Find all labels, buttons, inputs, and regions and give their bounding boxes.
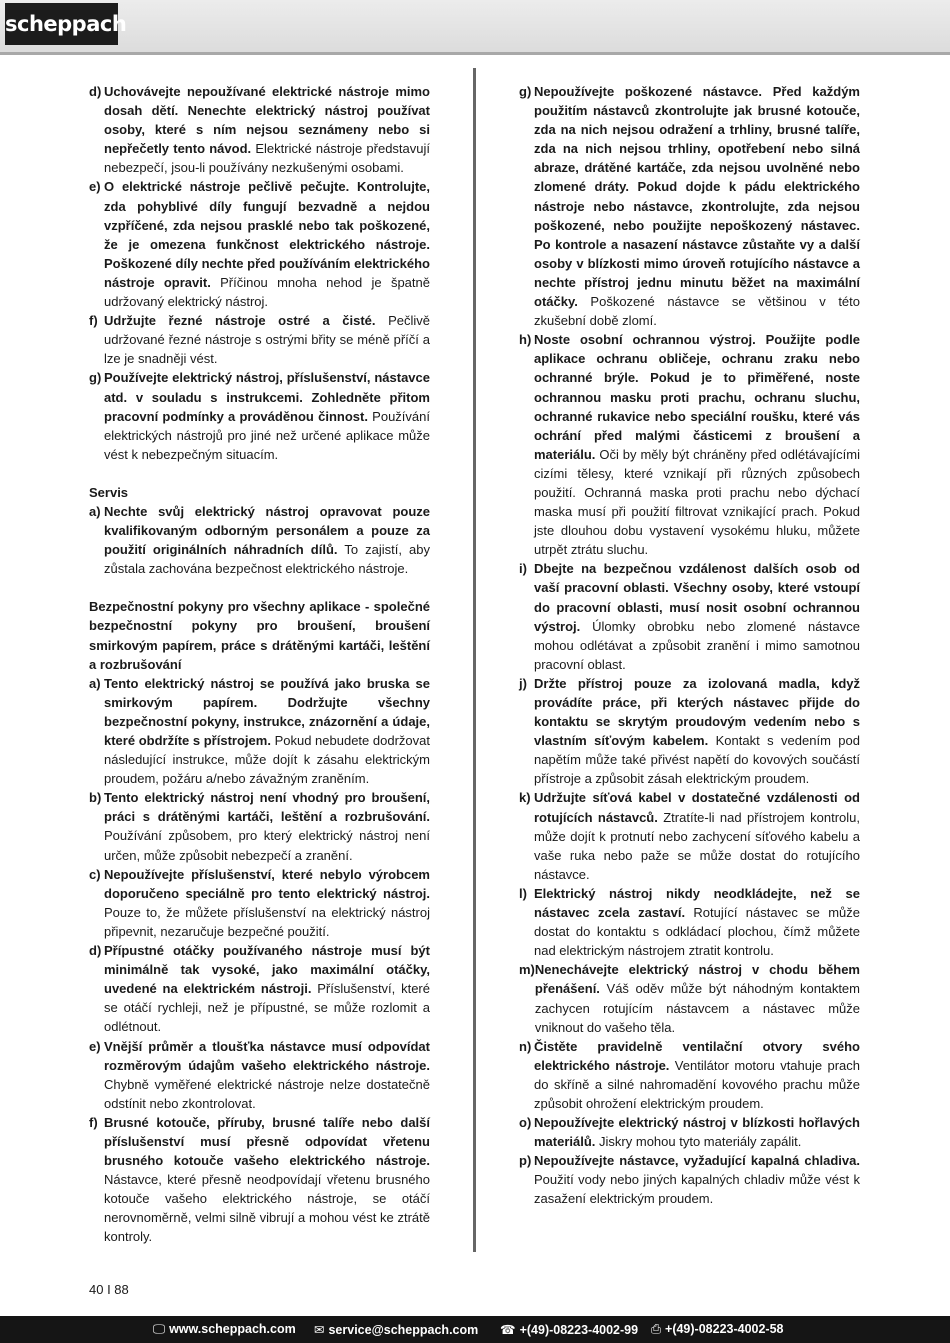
- right-list-safety: [519, 82, 860, 1209]
- list-marker: h): [519, 332, 532, 348]
- list-text-bold: Nepoužívejte elektrický nástroj v blízkosti hořlavých materiálů.: [534, 1115, 860, 1150]
- list-item: [519, 559, 860, 674]
- list-item: [89, 311, 430, 368]
- list-text-normal: Ztratíte-li nad přístrojem kontrolu, může dojít k protnutí nebo zachycení síťového kabelu a vaše ruka nebo paže se může dostat do rotujícího nástavce.: [534, 809, 860, 882]
- footer-email[interactable]: ✉ service@scheppach.com: [314, 1323, 479, 1337]
- list-text-bold: Nepoužívejte nástavce, vyžadující kapalná chladiva.: [534, 1153, 860, 1169]
- list-marker: g): [89, 370, 102, 386]
- list-text: [534, 1113, 860, 1151]
- list-marker: f): [89, 313, 98, 329]
- list-text-bold: Vnější průměr a tloušťka nástavce musí odpovídat rozměrovým údajům vašeho elektrického nástroje.: [104, 1038, 430, 1073]
- list-marker: n): [519, 1038, 532, 1054]
- list-text-normal: Příslušenství, které se otáčí rychleji, než je přípustné, se může rozlomit a odlétnout.: [104, 981, 430, 1035]
- left-list-general: [89, 82, 430, 464]
- list-item: [519, 1113, 860, 1151]
- list-text-normal: Příčinou mnoha nehod je špatně udržovaný elektrický nástroj.: [104, 274, 430, 310]
- list-marker: a): [89, 675, 101, 691]
- list-text-bold: Držte přístroj pouze za izolovaná madla, když provádíte práce, při kterých nástavec přijde do kontaktu se skrytým proudovým vedením nebo s vlastním síťovým kabelem.: [534, 675, 860, 749]
- list-marker: i): [519, 561, 527, 577]
- list-marker: d): [89, 84, 102, 99]
- list-item: [519, 960, 860, 1036]
- list-text-normal: Elektrické nástroje představují nebezpečí, jsou-li používány nezkušenými osobami.: [104, 141, 430, 176]
- list-text: [104, 82, 430, 177]
- list-item: [89, 1113, 430, 1247]
- list-text-normal: Úlomky obrobku nebo zlomené nástavce mohou odlétávat a způsobit zranění i mimo samotnou pracovní oblast.: [534, 618, 860, 672]
- footer-website[interactable]: 🖵 www.scheppach.com: [153, 1322, 296, 1336]
- list-text-normal: To zajistí, aby zůstala zachována bezpečnost elektrického nástroje.: [104, 542, 430, 577]
- list-text: [104, 941, 430, 1036]
- list-text: [534, 330, 860, 559]
- list-marker: e): [89, 1038, 101, 1054]
- servis-heading: Servis: [89, 484, 129, 500]
- list-text: [534, 1151, 860, 1208]
- list-text-bold: Tento elektrický nástroj není vhodný pro broušení, práci s drátěnými kartáči, leštění a rozbrušování.: [104, 790, 430, 825]
- list-text: [104, 311, 430, 368]
- left-column: [89, 82, 430, 1247]
- list-marker: d): [89, 943, 102, 959]
- list-marker: f): [89, 1114, 98, 1130]
- list-text: [104, 368, 430, 463]
- list-text: [104, 674, 430, 789]
- right-column: [519, 82, 860, 1209]
- list-text-bold: Udržujte síťová kabel v dostatečné vzdálenosti od rotujících nástavců.: [534, 790, 860, 825]
- footer-fax: ⎙ +(49)-08223-4002-58: [651, 1322, 784, 1336]
- list-text-bold: Nepoužívejte příslušenství, které nebylo výrobcem doporučeno speciálně pro tento elektrický nástroj.: [104, 866, 430, 901]
- list-marker: j): [519, 675, 527, 691]
- list-text-normal: Poškozené nástavce se většinou v této zkušební době zlomí.: [534, 294, 860, 329]
- list-text-bold: O elektrické nástroje pečlivě pečujte. Kontrolujte, zda pohyblivé díly fungují bezvadně a nejdou vzpříčené, zda nejsou prasklé nebo tak poškozené, že je omezena funkčnost elektrického nástroje. Poškozené díly nechte před používáním elektrického nástroje opravit.: [104, 179, 430, 290]
- list-text: [104, 502, 430, 578]
- list-text-normal: Nástavce, které přesně neodpovídají vřetenu brusného kotouče vašeho elektrického nástroje, se otáčí nerovnoměrně, velmi silně vibrují a mohou vést ke ztrátě kontroly.: [104, 1172, 430, 1245]
- list-text-bold: Noste osobní ochrannou výstroj. Použijte podle aplikace ochranu obličeje, ochranu zraku nebo ochranné brýle. Pokud je to přiměřené, noste ochrannou masku proti prachu, ochranu sluchu, ochranné rukavice nebo speciální roušku, které vás ochrání před malými částicemi z broušení a materiálu.: [534, 332, 860, 462]
- list-text-normal: Pečlivě udržované řezné nástroje s ostrými břity se méně příčí a lze je snadněji vést.: [104, 313, 430, 367]
- list-marker: b): [89, 790, 102, 806]
- list-text: [534, 559, 860, 674]
- list-item: [89, 82, 430, 177]
- section-heading: Bezpečnostní pokyny pro všechny aplikace - společné bezpečnostní pokyny pro broušení, broušení smirkovým papírem, práce s drátěnými kartáči, leštění a rozbrušování: [89, 599, 430, 672]
- list-marker: k): [519, 790, 531, 806]
- page-footer: [0, 1316, 950, 1343]
- list-marker: e): [89, 179, 101, 195]
- list-text-bold: Nenechávejte elektrický nástroj v chodu během přenášení.: [534, 962, 860, 997]
- list-marker: c): [89, 866, 101, 882]
- footer-phone: ☎ +(49)-08223-4002-99: [500, 1323, 639, 1337]
- list-item: [519, 884, 860, 960]
- list-text: [534, 1037, 860, 1113]
- list-text-bold: Dbejte na bezpečnou vzdálenost dalších osob od vaší pracovní oblasti. Všechny osoby, které vstoupí do pracovní oblasti, musí nosit osobní ochrannou výstroj.: [534, 561, 860, 634]
- computer-icon: 🖵: [153, 1322, 166, 1336]
- list-text-bold: Přípustné otáčky používaného nástroje musí být minimálně tak vysoké, jako maximální otáčky, uvedené na elektrickém nástroji.: [104, 943, 430, 997]
- list-text-normal: Pouze to, že můžete příslušenství na elektrický nástroj připevnit, nezaručuje bezpečné použití.: [104, 904, 430, 939]
- list-item: [89, 941, 430, 1036]
- list-text: [534, 674, 860, 789]
- list-item: [519, 330, 860, 559]
- column-divider: [473, 68, 476, 1252]
- list-item: [89, 177, 430, 311]
- list-text-bold: Tento elektrický nástroj se používá jako bruska se smirkovým papírem. Dodržujte všechny bezpečnostní pokyny, instrukce, znázornění a údaje, které obdržíte s přístrojem.: [104, 675, 430, 748]
- list-text-bold: Používejte elektrický nástroj, příslušenství, nástavce atd. v souladu s instrukcemi. Zohledněte přitom pracovní podmínky a prováděnou činnost.: [104, 370, 430, 424]
- list-text-normal: Oči by měly být chráněny před odlétávajícími cizími tělesy, které vznikají při různých způsobech použití. Ochranná maska proti prachu nebo dýchací maska musí při použití filtrovat vznikající prach. Pokud jste dlouhou dobu vystavení vysokému hluku, můžete utrpět ztrátu sluchu.: [534, 446, 860, 558]
- list-marker: l): [519, 885, 527, 901]
- phone-icon: ☎: [500, 1323, 516, 1337]
- list-item: [519, 788, 860, 883]
- list-text-normal: Používání elektrických nástrojů pro jiné než určené aplikace může vést k nebezpečným situacím.: [104, 408, 430, 462]
- list-text-bold: Udržujte řezné nástroje ostré a čisté.: [104, 313, 376, 329]
- list-text-normal: Použití vody nebo jiných kapalných chladiv může vést k zasažení elektrickým proudem.: [534, 1172, 860, 1207]
- list-text: [534, 788, 860, 883]
- list-marker: g): [519, 84, 532, 99]
- list-item: [89, 502, 430, 578]
- list-item: [519, 1037, 860, 1113]
- list-item: [519, 1151, 860, 1208]
- list-text-bold: Uchovávejte nepoužívané elektrické nástroje mimo dosah dětí. Nenechte elektrický nástroj používat osoby, které s ním nejsou seznámeny nebo si nepřečetly tento návod.: [104, 84, 430, 157]
- list-item: [89, 865, 430, 941]
- list-text-bold: Nechte svůj elektrický nástroj opravovat pouze kvalifikovaným odborným personálem a pouze za použití originálních náhradních dílů.: [104, 503, 430, 558]
- fax-icon: ⎙: [651, 1322, 662, 1336]
- list-item: [89, 674, 430, 789]
- list-marker: a): [89, 503, 101, 519]
- list-item: [519, 674, 860, 789]
- list-text: [104, 1037, 430, 1113]
- list-text-normal: Váš oděv může být náhodným kontaktem zachycen rotujícím nástavcem a nástavec může vniknout do vašeho těla.: [534, 981, 860, 1035]
- left-list-safety: [89, 674, 430, 1247]
- list-text-normal: Kontakt s vedením pod napětím může také přivést napětí do kovových součástí přístroje a způsobit zásah elektrickým proudem.: [534, 733, 860, 787]
- list-item: [89, 1037, 430, 1113]
- list-text-bold: Nepoužívejte poškozené nástavce. Před každým použitím nástavců zkontrolujte jak brusné kotouče, zda na nich nejsou odražení a trhliny, brusné talíře, zda na nich nejsou trhliny, opotřebení nebo silná abraze, drátěné kartáče, zda nejsou uvolněné nebo zlomené dráty. Pokud dojde k pádu elektrického nástroje nebo nástavce, zkontrolujte, zda nejsou poškozené, nebo použijte nepoškozený nástavec. Po kontrole a nasazení nástavce zůstaňte vy a další osoby v blízkosti mimo úroveň rotujícího nástavce a nechte přístroj jednu minutu běžet na maximální otáčky.: [534, 84, 860, 310]
- list-text-normal: Jiskry mohou tyto materiály zapálit.: [595, 1134, 802, 1150]
- list-text-bold: Brusné kotouče, příruby, brusné talíře nebo další příslušenství musí přesně odpovídat vřetenu brusného kotouče vašeho elektrického nástroje.: [104, 1114, 430, 1169]
- page-header: [0, 0, 950, 55]
- list-text: [534, 884, 860, 960]
- list-marker: m): [519, 962, 535, 978]
- list-marker: p): [519, 1153, 532, 1169]
- list-item: [89, 788, 430, 864]
- page-number: 40 I 88: [89, 1282, 129, 1297]
- list-text-normal: Ventilátor motoru vtahuje prach do skříně a silné nahromadění kovového prachu může způsobit ohrožení elektrickým proudem.: [534, 1057, 860, 1111]
- list-item: [89, 368, 430, 463]
- brand-logo: scheppach: [5, 3, 118, 45]
- list-text-normal: Používání způsobem, pro který elektrický nástroj není určen, může způsobit nebezpečí a zranění.: [104, 828, 430, 863]
- list-text: [534, 82, 860, 330]
- list-text-normal: Pokud nebudete dodržovat následující instrukce, může dojít k zásahu elektrickým proudem, požáru a/nebo závažným zraněním.: [104, 733, 430, 787]
- list-text: [104, 788, 430, 864]
- envelope-icon: ✉: [314, 1323, 325, 1337]
- list-text-normal: Rotující nástavec se může dostat do kontaktu s odkládací plochou, čímž můžete nad elektrickým nástrojem ztratit kontrolu.: [534, 905, 860, 959]
- list-text: [104, 865, 430, 941]
- list-text: [104, 1113, 430, 1247]
- list-text: [535, 960, 860, 1036]
- list-marker: o): [519, 1115, 532, 1131]
- left-list-servis: [89, 502, 430, 578]
- list-text-bold: Čistěte pravidelně ventilační otvory svého elektrického nástroje.: [534, 1038, 860, 1073]
- list-text-normal: Chybně vyměřené elektrické nástroje nelze dostatečně odstínit nebo zkontrolovat.: [104, 1076, 430, 1111]
- list-text-bold: Elektrický nástroj nikdy neodkládejte, než se nástavec zcela zastaví.: [534, 885, 860, 921]
- list-text: [104, 177, 430, 311]
- list-item: [519, 82, 860, 330]
